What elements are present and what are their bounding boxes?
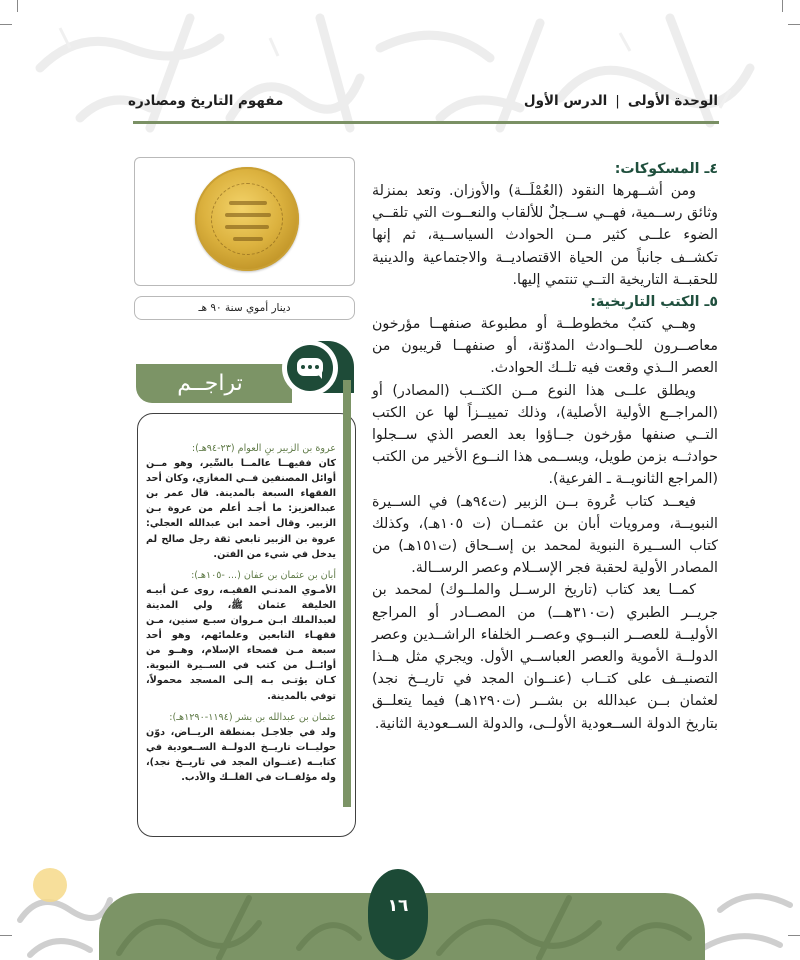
section-heading-coins: ٤ـ المسكوكات: xyxy=(614,161,718,177)
speech-bubble-icon-dot xyxy=(315,365,319,369)
main-text-column xyxy=(372,158,718,735)
page-header xyxy=(128,93,718,113)
paragraph: ومن أشــهرها النقود (العُمْلَــة) والأوزان. وتعد بمنزلة وثائق رســمية، فهــي ســجلٌ للألقاب والنعــوت التي تلقــي الضوء علــى كثير مــن الحوادث السياســية، ثم إنها تكشــف جانباً من الحياة الاقتصاديــة والاجتماعية والدينية للحقبــة التاريخية التــي تنتمي إليها. xyxy=(372,183,718,288)
crop-mark xyxy=(0,24,12,25)
biography-text: ولد في جلاجـل بمنطقة الريــاض، دوّن حوليــات تاريــخ الدولــة الســعودية في كتابــه (عنــوان المجد في تاريــخ نجد)، وله مؤلفــات في الفلــك والأدب. xyxy=(146,726,336,783)
topic-label: مفهوم التاريخ ومصادره xyxy=(128,93,284,109)
header-rule xyxy=(133,121,393,124)
biography-text: الأمـوي المدنـي الفقيـه، روى عـن أبيـه الخليفة عثمان ﷺ، ولي المدينة لعبدالملك ابـن مـروان سبـع سنين، مـن فقهـاء التابعين وعلمائهم، وهو أحد سبعة مـن فصحاء الإسلام، وهــو من أوائــل من كتب في الســيرة النبوية. كـان يؤتـى بـه إلـى المسجد محمولاً، توفي بالمدينة. xyxy=(146,584,336,702)
lesson-label: الدرس الأول xyxy=(523,93,608,109)
calligraphy-background-top xyxy=(20,8,790,133)
paragraph: وهــي كتبٌ مخطوطــة أو مطبوعة صنفهــا مؤرخون معاصــرون للحــوادث المدوّنة، أو صنفهــا قريبون من العصر الــذي وقعت فيه تلــك الحوادث. xyxy=(372,316,718,377)
header-rule xyxy=(392,121,719,124)
sidebar-accent-bar xyxy=(343,380,351,807)
sidebar-entries xyxy=(146,441,336,785)
crop-mark xyxy=(17,0,18,12)
unit-label: الوحدة الأولى xyxy=(627,93,718,109)
paragraph: ويطلق علــى هذا النوع مــن الكتــب (المصادر) أو (المراجــع الأولية الأصلية)، وذلك تمييــزاً لها عن الكتب التــي صنفها مؤرخون جــاؤوا بعد العصر الذي ســجلوا حوادثــه بزمن طويل، ويســمى هذا النــوع الأخير من الكتب (المراجع الثانويــة ـ الفرعية). xyxy=(372,382,718,488)
crop-mark xyxy=(788,935,800,936)
crop-mark xyxy=(0,935,12,936)
coin-figure xyxy=(134,157,355,286)
publisher-logo-icon xyxy=(33,868,67,902)
coin-inscription xyxy=(225,225,269,229)
speech-bubble-icon-tail xyxy=(316,372,322,379)
coin-inscription xyxy=(225,213,271,217)
unit-lesson-label xyxy=(524,93,718,109)
coin-inscription xyxy=(233,237,263,241)
biography-text: كان فقيهــا عالمــا بالسِّير، وهو مــن أوائل المصنفين فــي المغازي، وكان أحد الفقهاء السبعة بالمدينة. قال عمر بن عبدالعزيز: ما أجـد أعلم من عروة بـن الزبير. وقال أحمد ابن عبدالله العجلي: عروة بن الزبير تابعي ثقة رجل صالح لم يدخل في شيء من الفتن. xyxy=(146,458,336,560)
umayyad-dinar-image xyxy=(195,167,299,271)
paragraph: كمــا يعد كتاب (تاريخ الرســل والملــوك) لمحمد بن جريــر الطبري (ت٣١٠هـــ) من المصــادر أو المراجع الأوليــة للعصــر النبــوي وعصــر الخلفاء الراشــدين وعصر الدولــة الأموية والعصر العباســي الأول. ويجري مثل هــذا التصنيــف على كتــاب (عنــوان المجد في تاريــخ نجد) لعثمان بــن عبدالله بن بشــر (ت١٢٩٠هـ) فيما يتعلــق بتاريخ الدولة الســعودية الأولــى، والدولة الســعودية الثانية. xyxy=(372,582,718,732)
figure-caption: دينار أموي سنة ٩٠ هـ xyxy=(134,296,355,320)
section-heading-history-books: ٥ـ الكتب التاريخية: xyxy=(590,294,718,311)
crop-mark xyxy=(782,0,783,12)
biography-name: عثمان بن عبدالله بن بشر (١١٩٤-١٢٩٠هـ): xyxy=(169,711,336,723)
crop-mark xyxy=(788,24,800,25)
coin-inscription xyxy=(229,201,267,205)
biography-name: أبان بن عثمان بن عفان (... -١٠٥هـ): xyxy=(191,569,336,581)
header-separator: | xyxy=(615,93,620,109)
coin-inscription-ring xyxy=(211,183,283,255)
page-number: ١٦ xyxy=(387,896,409,916)
speech-bubble-icon-dot xyxy=(301,365,305,369)
paragraph: فيعــد كتاب عُروة بــن الزبير (ت٩٤هـ) في الســيرة النبويــة، ومرويات أبان بن عثمــان (ت ١٠٥هـ)، وكذلك كتاب الســيرة النبوية لمحمد بن إســحاق (ت١٥١هـ) من المصادر الأولية لحقبة فجر الإســلام وعصر الرســالة. xyxy=(372,493,718,577)
biography-name: عروة بن الزبير بنِ العوام (٢٣-٩٤هـ): xyxy=(191,443,336,454)
speech-bubble-icon-dot xyxy=(308,365,312,369)
sidebar-title: تراجــم xyxy=(177,371,243,396)
